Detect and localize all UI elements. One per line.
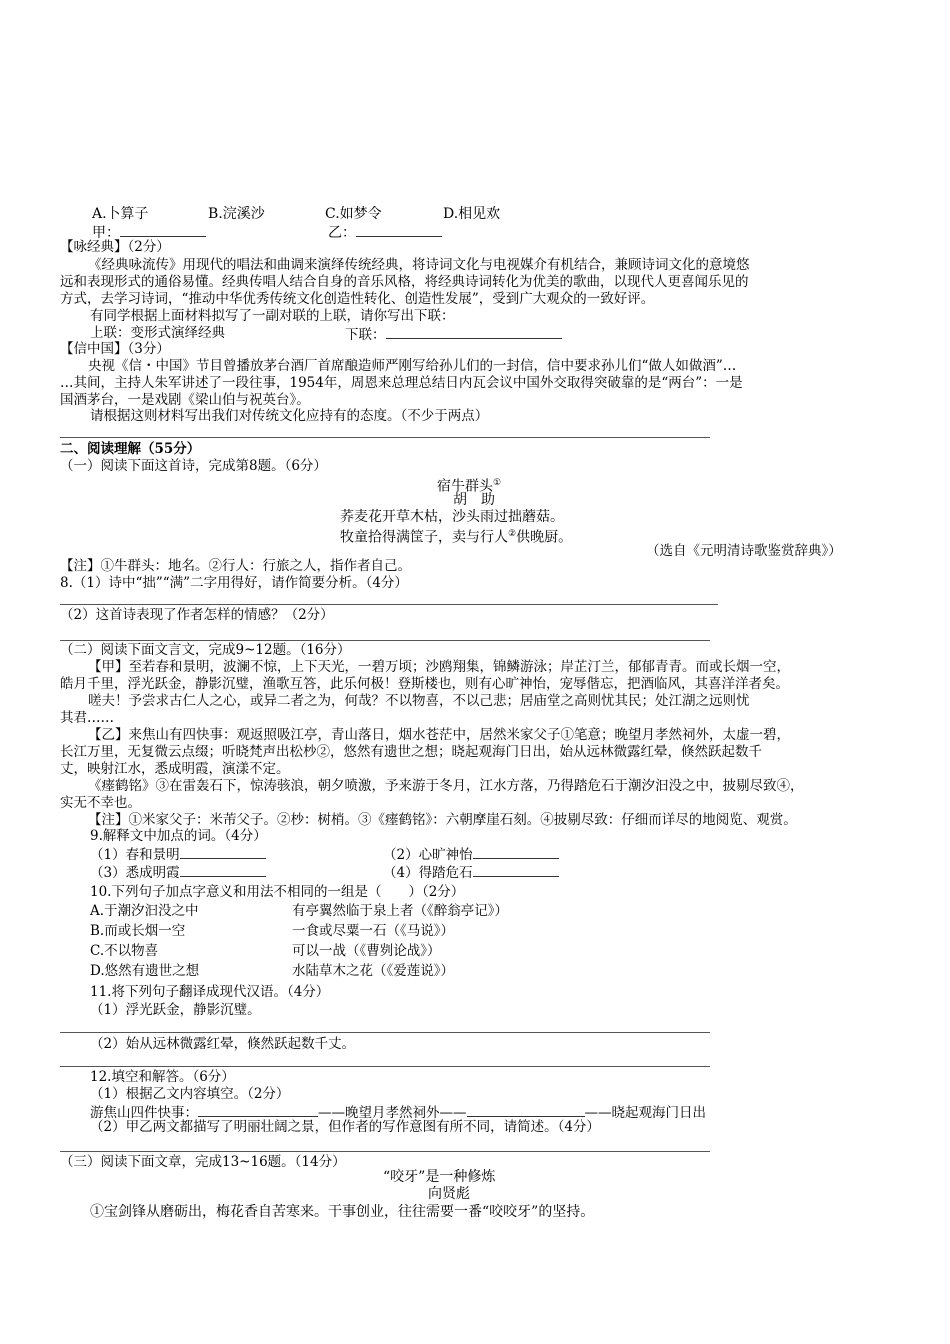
part2-intro: （二）阅读下面文言文，完成9~12题。（16分） <box>60 642 351 658</box>
yong-heading: 【咏经典】（2分） <box>60 239 170 255</box>
yi-line-5: 实无不幸也。 <box>60 795 141 811</box>
poem-title-note: ① <box>493 478 502 488</box>
q9-3-label: （3）悉成明霞 <box>90 865 180 881</box>
xialian-blank[interactable] <box>386 324 562 339</box>
q9-4-blank[interactable] <box>473 862 559 877</box>
poem-line-2b: 供晚厨。 <box>516 529 573 546</box>
xin-heading: 【信中国】（3分） <box>60 341 170 357</box>
q10-c-right: 可以一战（《曹刿论战》） <box>292 943 441 959</box>
poem-title-text: 宿牛群头 <box>437 478 493 495</box>
poem-source: （选自《元明清诗歌鉴赏辞典》） <box>646 543 842 559</box>
answer-line[interactable] <box>60 437 710 438</box>
answer-line[interactable] <box>60 1151 710 1152</box>
q10-d-left: D.悠然有遗世之想 <box>90 963 200 979</box>
xin-p3: 国酒茅台，一是戏剧《梁山伯与祝英台》。 <box>60 392 310 408</box>
q11-1: （1）浮光跃金，静影沉璧。 <box>90 1002 261 1018</box>
q12-2: （2）甲乙两文都描写了明丽壮阔之景，但作者的写作意图有所不同，请简述。（4分） <box>90 1119 600 1135</box>
q10-d-right: 水陆草木之花（《爱莲说》） <box>292 963 454 979</box>
q9-1 <box>90 844 266 864</box>
yi-line-2: 长江万里，无复微云点缀；听晓梵声出松杪②，悠然有遗世之想；晓起观海门日出，始从远林微露红晕，倏然跃起数千 <box>60 744 762 760</box>
yong-p3: 方式，去学习诗词，“推动中华优秀传统文化创造性转化、创造性发展”，受到广大观众的一致好评。 <box>60 291 655 307</box>
article-author: 向贤彪 <box>428 1186 470 1202</box>
q9-1-label: （1）春和景明 <box>90 847 180 863</box>
q9-2-label: （2）心旷神怡 <box>383 847 473 863</box>
q9-1-blank[interactable] <box>180 844 266 859</box>
xin-p4: 请根据这则材料写出我们对传统文化应持有的态度。（不少于两点） <box>90 408 489 424</box>
poem-line-2 <box>340 525 572 547</box>
poem-note: 【注】①牛群头：地名。②行人：行旅之人，指作者自己。 <box>60 558 411 574</box>
q12: 12.填空和解答。（6分） <box>90 1069 235 1085</box>
yong-p1: 《经典咏流传》用现代的唱法和曲调来演绎传统经典，将诗词文化与电视媒介有机结合，兼顾诗词文化的意境悠 <box>88 257 750 273</box>
section2-heading: 二、阅读理解（55分） <box>60 441 201 457</box>
answer-jia-blank[interactable] <box>120 222 206 237</box>
xialian <box>345 324 562 344</box>
answer-yi-blank[interactable] <box>356 222 442 237</box>
yi-line-1: 【乙】来焦山有四快事：观返照吸江亭，青山落日，烟水苍茫中，居然米家父子①笔意；晚望月孝然祠外，太虚一碧， <box>88 727 790 743</box>
answer-line[interactable] <box>60 1032 710 1033</box>
q9-4 <box>383 862 559 882</box>
answer-line[interactable] <box>60 1066 710 1067</box>
q9-3 <box>90 862 266 882</box>
poem-line-1: 荞麦花开草木枯，沙头雨过拙蘑菇。 <box>340 509 564 525</box>
q9-4-label: （4）得踏危石 <box>383 865 473 881</box>
q10-a-left: A.于潮汐汩没之中 <box>90 903 199 919</box>
option-c: C.如梦令 <box>325 206 382 222</box>
part2-note: 【注】①米家父子：米芾父子。②杪：树梢。③《瘗鹤铭》：六朝摩崖石刻。④披剔尽致：仔细而详尽的地阅览、观赏。 <box>88 812 797 828</box>
article-p1: ①宝剑锋从磨砺出，梅花香自苦寒来。干事创业，往往需要一番“咬咬牙”的坚持。 <box>90 1204 595 1220</box>
xin-p2: …其间，主持人朱军讲述了一段往事，1954年，周恩来总理总结日内瓦会议中国外交取得突破靠的是“两台”：一是 <box>60 375 743 391</box>
yi-line-4: 《瘗鹤铭》③在雷轰石下，惊涛骇浪，朝夕喷激，予来游于冬月，江水方落，乃得踏危石于潮汐汩没之中，披剔尽致④， <box>88 778 804 794</box>
answer-jia-label: 甲： <box>92 225 120 241</box>
q11: 11.将下列句子翻译成现代汉语。（4分） <box>90 984 330 1000</box>
option-a: A.卜算子 <box>92 206 149 222</box>
q9: 9.解释文中加点的词。（4分） <box>90 828 267 844</box>
part1-intro: （一）阅读下面这首诗，完成第8题。（6分） <box>60 458 327 474</box>
part3-intro: （三）阅读下面文章，完成13~16题。（14分） <box>60 1154 346 1170</box>
q8-2: （2）这首诗表现了作者怎样的情感？（2分） <box>60 607 334 623</box>
q10: 10.下列句子加点字意义和用法不相同的一组是（ ）（2分） <box>90 884 465 900</box>
q12-blank-2[interactable] <box>467 1102 585 1117</box>
q8-1: 8.（1）诗中“拙”“满”二字用得好，请作简要分析。（4分） <box>60 575 408 591</box>
q9-2-blank[interactable] <box>473 844 559 859</box>
jia-line-3: 嗟夫！予尝求古仁人之心，或异二者之为，何哉？不以物喜，不以己悲；居庙堂之高则忧其民；处江湖之远则忧 <box>88 693 750 709</box>
article-title: “咬牙”是一种修炼 <box>383 1169 496 1185</box>
poem-line-2-note: ② <box>508 529 517 539</box>
q10-c-left: C.不以物喜 <box>90 943 159 959</box>
q12-fill-a: 游焦山四件快事： <box>90 1105 198 1121</box>
q12-fill-c: ——晓起观海门日出 <box>584 1105 706 1121</box>
q10-a-right: 有亭翼然临于泉上者（《醉翁亭记》） <box>292 903 508 919</box>
q12-1: （1）根据乙文内容填空。（2分） <box>90 1086 290 1102</box>
yi-line-3: 丈，映射江水，悉成明霞，演漾不定。 <box>60 761 290 777</box>
xin-p1: 央视《信・中国》节目曾播放茅台酒厂首席酿造师严刚写给孙儿们的一封信，信中要求孙儿们“做人如做酒”… <box>88 358 737 374</box>
option-d: D.相见欢 <box>443 206 501 222</box>
shanglian: 上联：变形式演绎经典 <box>90 325 225 341</box>
answer-line[interactable] <box>60 604 718 605</box>
poem-line-2a: 牧童拾得满筐子，卖与行人 <box>340 529 508 546</box>
jia-line-1: 【甲】至若春和景明，波澜不惊，上下天光，一碧万顷；沙鸥翔集，锦鳞游泳；岸芷汀兰，郁郁青青。而或长烟一空， <box>88 659 790 675</box>
q12-blank-1[interactable] <box>198 1102 318 1117</box>
option-b: B.浣溪沙 <box>208 206 265 222</box>
q9-2 <box>383 844 559 864</box>
jia-line-4: 其君…… <box>60 710 114 726</box>
q10-b-left: B.而或长烟一空 <box>90 923 186 939</box>
poem-author: 胡 助 <box>453 492 495 508</box>
jia-line-2: 皓月千里，浮光跃金，静影沉璧，渔歌互答，此乐何极！登斯楼也，则有心旷神怡，宠辱偕忘，把酒临风，其喜洋洋者矣。 <box>60 676 789 692</box>
answer-yi <box>328 222 442 242</box>
answer-yi-label: 乙： <box>328 225 356 241</box>
q12-fill-b: ——晚望月孝然祠外—— <box>318 1105 467 1121</box>
q9-3-blank[interactable] <box>180 862 266 877</box>
q11-2: （2）始从远林微露红晕，倏然跃起数千丈。 <box>90 1036 356 1052</box>
q10-b-right: 一食或尽粟一石（《马说》） <box>292 923 454 939</box>
xialian-label: 下联： <box>345 327 386 343</box>
yong-p2: 远和表现形式的通俗易懂。经典传唱人结合自身的音乐风格，将经典诗词转化为优美的歌曲，以现代人更喜闻乐见的 <box>60 274 749 290</box>
yong-p4: 有同学根据上面材料拟写了一副对联的上联，请你写出下联： <box>90 308 455 324</box>
